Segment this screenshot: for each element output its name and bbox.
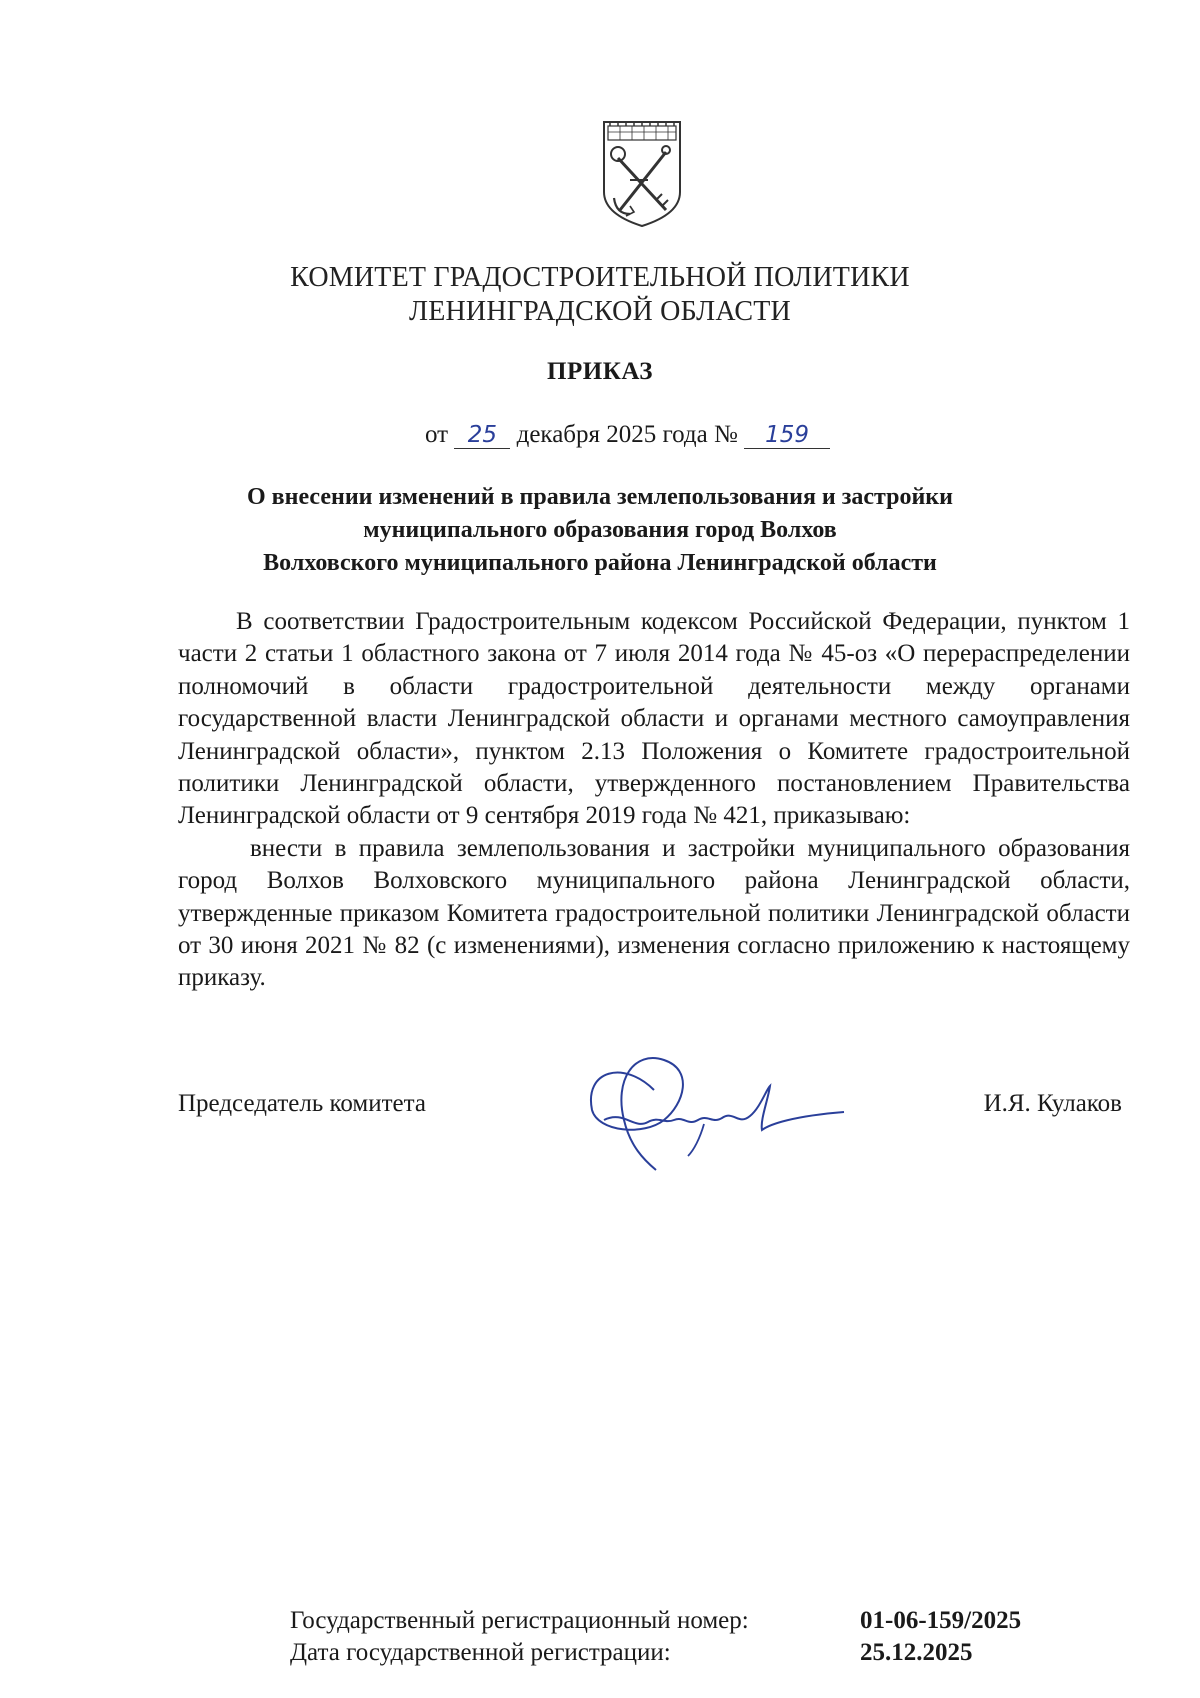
signer-name: И.Я. Кулаков (983, 1090, 1122, 1117)
subject-line1: О внесении изменений в правила землепользования и застройки (247, 484, 953, 510)
registration-block (290, 1605, 1021, 1669)
registration-date-row (290, 1637, 1021, 1669)
subject-line3: Волховского муниципального района Ленинградской области (263, 550, 937, 576)
order-number-handwritten: 159 (744, 422, 830, 449)
order-date-line (425, 420, 885, 450)
org-name-line2: ЛЕНИНГРАДСКОЙ ОБЛАСТИ (409, 296, 791, 327)
order-subject (0, 481, 1200, 580)
order-day-handwritten: 25 (454, 422, 510, 449)
registration-number-value: 01-06-159/2025 (860, 1607, 1022, 1634)
date-prefix: от (425, 421, 449, 448)
order-body (178, 606, 1130, 995)
registration-date-value: 25.12.2025 (860, 1639, 973, 1666)
body-paragraph-1: В соответствии Градостроительным кодексом Российской Федерации, пунктом 1 части 2 статьи 1 областного закона от 7 июля 2014 года № 45-оз «О перераспределении полномочий в области градостроительной деятельности между органами государственной власти Ленинградской области и органами местного самоуправления Ленинградской области», пунктом 2.13 Положения о Комитете градостроительной политики Ленинградской области, утвержденного постановлением Правительства Ленинградской области от 9 сентября 2019 года № 421, приказываю: (178, 608, 1130, 830)
registration-number-label: Государственный регистрационный номер: (290, 1607, 749, 1634)
subject-line2: муниципального образования город Волхов (363, 517, 837, 543)
registration-date-label: Дата государственной регистрации: (290, 1639, 671, 1666)
body-paragraph-2: внести в правила землепользования и застройки муниципального образования город Волхов Волховского муниципального района Ленинградской области, утвержденные приказом Комитета градостроительной политики Ленинградской области от 30 июня 2021 № 82 (с изменениями), изменения согласно приложению к настоящему приказу. (178, 834, 1130, 992)
date-rest: декабря 2025 года № (516, 421, 738, 448)
leningrad-oblast-coat-of-arms-icon (600, 118, 684, 230)
org-name-line1: КОМИТЕТ ГРАДОСТРОИТЕЛЬНОЙ ПОЛИТИКИ (290, 262, 910, 293)
signer-title: Председатель комитета (178, 1090, 426, 1117)
handwritten-signature (584, 1050, 854, 1182)
document-type: ПРИКАЗ (547, 358, 653, 385)
registration-number-row (290, 1605, 1021, 1637)
